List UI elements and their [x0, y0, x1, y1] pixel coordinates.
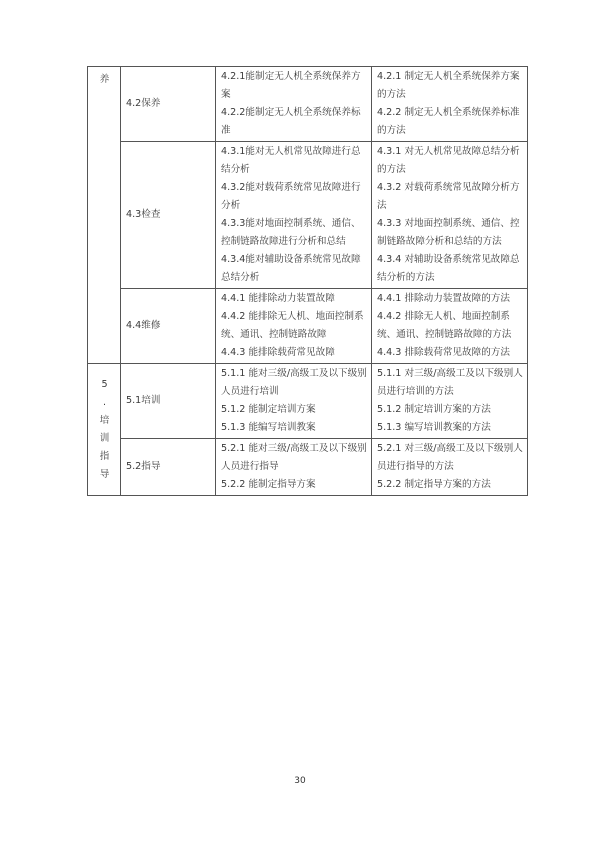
knowledge-text: 5.1.2 制定培训方案的方法	[377, 404, 491, 415]
knowledge-text: 4.3.2 对载荷系统常见故障分析方法	[377, 182, 520, 211]
skill-text: 5.1.3 能编写培训教案	[221, 422, 316, 433]
skill-cell	[216, 364, 372, 439]
table-row	[88, 142, 528, 289]
skill-text: 5.1.1 能对三级/高级工及以下级别人员进行培训	[221, 368, 367, 397]
table-row	[88, 364, 528, 439]
knowledge-text: 4.2.2 制定无人机全系统保养标准的方法	[377, 107, 520, 136]
knowledge-text: 4.3.3 对地面控制系统、通信、控制链路故障分析和总结的方法	[377, 218, 520, 247]
sub-item-label: 5.2指导	[126, 461, 161, 472]
skill-text: 4.2.1能制定无人机全系统保养方案	[221, 71, 361, 100]
skill-text: 5.1.2 能制定培训方案	[221, 404, 316, 415]
skill-cell	[216, 289, 372, 364]
knowledge-cell	[372, 439, 528, 496]
skill-text: 4.3.2能对载荷系统常见故障进行分析	[221, 182, 361, 211]
knowledge-text: 5.1.3 编写培训教案的方法	[377, 422, 491, 433]
knowledge-text: 5.1.1 对三级/高级工及以下级别人员进行培训的方法	[377, 368, 523, 397]
skills-table	[87, 66, 528, 496]
knowledge-text: 4.4.2 排除无人机、地面控制系统、通讯、控制链路故障的方法	[377, 311, 512, 340]
knowledge-cell	[372, 289, 528, 364]
skill-text: 4.4.3 能排除载荷常见故障	[221, 347, 335, 358]
skill-text: 5.2.2 能制定指导方案	[221, 479, 316, 490]
skill-text: 4.3.3能对地面控制系统、通信、控制链路故障进行分析和总结	[221, 218, 361, 247]
knowledge-text: 4.2.1 制定无人机全系统保养方案的方法	[377, 71, 520, 100]
skill-text: 4.3.4能对辅助设备系统常见故障总结分析	[221, 254, 361, 283]
page-number: 30	[294, 776, 306, 786]
skill-cell	[216, 67, 372, 142]
sub-item-label: 4.2保养	[126, 98, 161, 109]
knowledge-text: 5.2.1 对三级/高级工及以下级别人员进行指导的方法	[377, 443, 523, 472]
sub-item-cell	[121, 289, 216, 364]
knowledge-cell	[372, 67, 528, 142]
sub-item-cell	[121, 142, 216, 289]
table-row	[88, 289, 528, 364]
skill-text: 4.4.2 能排除无人机、地面控制系统、通讯、控制链路故障	[221, 311, 364, 340]
domain-cell-maintenance	[88, 67, 121, 364]
knowledge-cell	[372, 142, 528, 289]
skill-cell	[216, 439, 372, 496]
knowledge-cell	[372, 364, 528, 439]
skill-text: 4.4.1 能排除动力装置故障	[221, 293, 335, 304]
knowledge-text: 4.3.4 对辅助设备系统常见故障总结分析的方法	[377, 254, 520, 283]
sub-item-label: 5.1培训	[126, 395, 161, 406]
skill-text: 4.3.1能对无人机常见故障进行总结分析	[221, 146, 361, 175]
domain-cell-training	[88, 364, 121, 496]
knowledge-text: 5.2.2 制定指导方案的方法	[377, 479, 491, 490]
knowledge-text: 4.4.1 排除动力装置故障的方法	[377, 293, 510, 304]
skill-cell	[216, 142, 372, 289]
sub-item-label: 4.3检查	[126, 209, 161, 220]
skill-text: 4.2.2能制定无人机全系统保养标准	[221, 107, 361, 136]
table-row	[88, 67, 528, 142]
sub-item-label: 4.4维修	[126, 320, 161, 331]
sub-item-cell	[121, 439, 216, 496]
knowledge-text: 4.3.1 对无人机常见故障总结分析的方法	[377, 146, 520, 175]
domain-label: 5 . 培 训 指 导	[99, 378, 110, 480]
knowledge-text: 4.4.3 排除载荷常见故障的方法	[377, 347, 510, 358]
domain-label: 养	[99, 74, 110, 85]
skill-text: 5.2.1 能对三级/高级工及以下级别人员进行指导	[221, 443, 367, 472]
table-row	[88, 439, 528, 496]
sub-item-cell	[121, 364, 216, 439]
sub-item-cell	[121, 67, 216, 142]
